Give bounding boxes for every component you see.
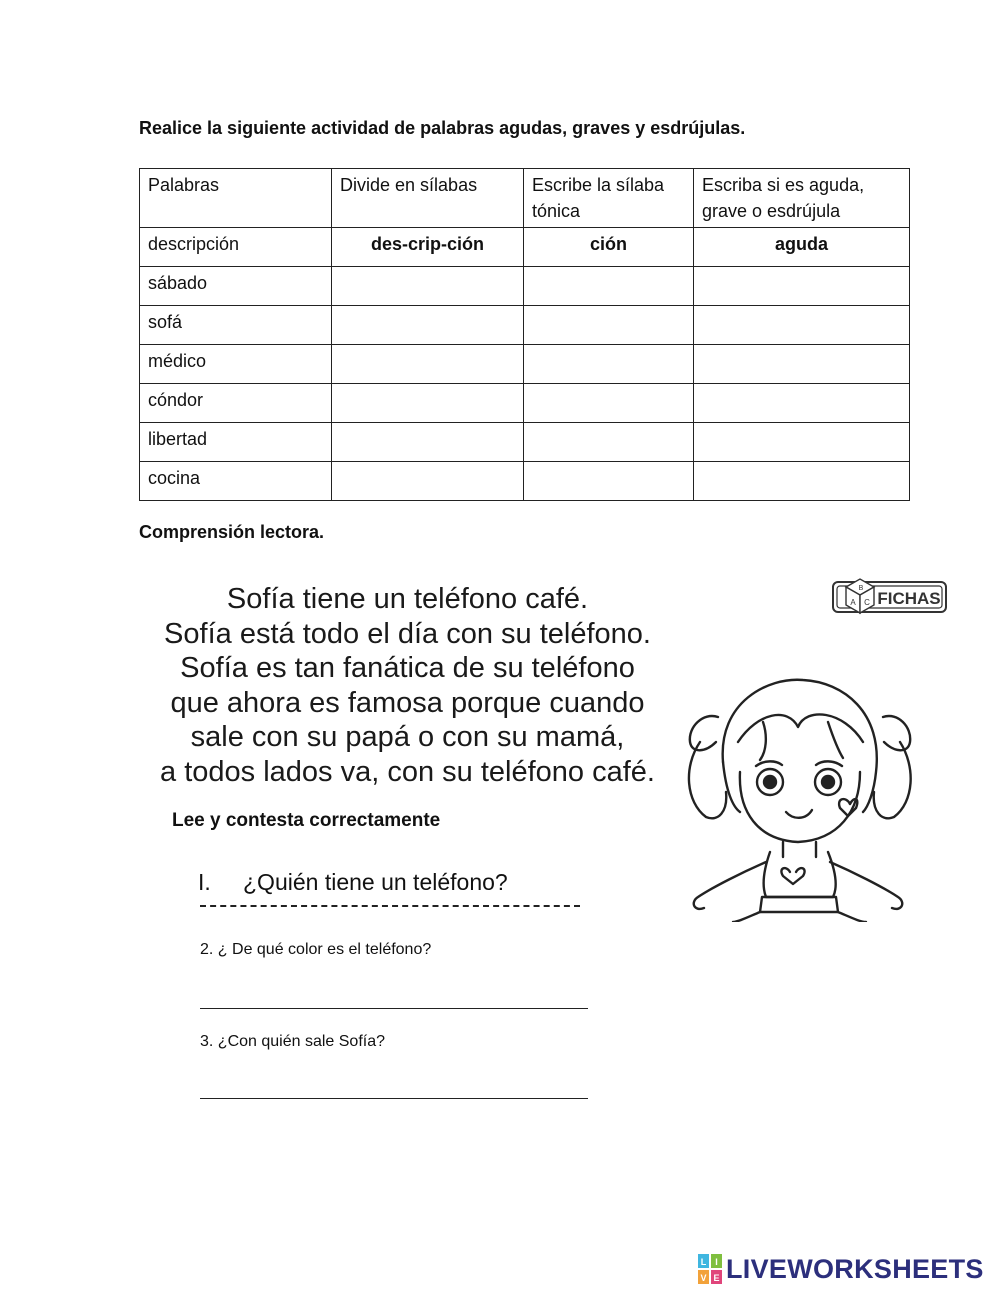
answer-line-1[interactable] (200, 905, 580, 907)
word-cell: médico (140, 345, 332, 384)
table-header-row (140, 169, 910, 228)
type-answer-cell[interactable] (694, 306, 910, 345)
table-row (140, 384, 910, 423)
question-2-text: 2. ¿ De qué color es el teléfono? (200, 941, 432, 958)
header-divide-syllables: Divide en sílabas (332, 169, 524, 228)
story-line: Sofía es tan fanática de su teléfono (180, 652, 635, 684)
question-1-text: ¿Quién tiene un teléfono? (243, 869, 508, 895)
header-word-type: Escriba si es aguda, grave o esdrújula (694, 169, 910, 228)
type-answer-cell[interactable] (694, 423, 910, 462)
liveworksheets-logo (696, 1252, 992, 1288)
instruction-heading: Realice la siguiente actividad de palabras agudas, graves y esdrújulas. (139, 118, 746, 138)
table-row (140, 306, 910, 345)
example-word: descripción (140, 228, 332, 267)
fichas-logo (832, 573, 947, 615)
table-row (140, 345, 910, 384)
cube-letter: C (864, 598, 870, 607)
example-tonic: ción (524, 228, 694, 267)
tonic-answer-cell[interactable] (524, 345, 694, 384)
icon-letter: L (700, 1257, 707, 1267)
syllables-answer-cell[interactable] (332, 345, 524, 384)
read-and-answer-instruction: Lee y contesta correctamente (172, 810, 441, 831)
question-3-text: 3. ¿Con quién sale Sofía? (200, 1033, 386, 1050)
answer-line-2[interactable] (200, 1008, 588, 1009)
tonic-answer-cell[interactable] (524, 306, 694, 345)
header-tonic-syllable: Escribe la sílaba tónica (524, 169, 694, 228)
story-line: sale con su papá o con su mamá, (190, 721, 625, 753)
syllables-answer-cell[interactable] (332, 423, 524, 462)
answer-line-3[interactable] (200, 1098, 588, 1099)
header-words: Palabras (140, 169, 332, 228)
tonic-answer-cell[interactable] (524, 267, 694, 306)
cube-letter: A (850, 598, 856, 607)
example-syllables: des-crip-ción (332, 228, 524, 267)
table-row (140, 423, 910, 462)
syllables-answer-cell[interactable] (332, 267, 524, 306)
type-answer-cell[interactable] (694, 267, 910, 306)
tonic-answer-cell[interactable] (524, 462, 694, 501)
word-cell: sábado (140, 267, 332, 306)
syllables-answer-cell[interactable] (332, 384, 524, 423)
syllables-answer-cell[interactable] (332, 306, 524, 345)
type-answer-cell[interactable] (694, 462, 910, 501)
word-cell: cóndor (140, 384, 332, 423)
story-text (140, 582, 675, 789)
story-line: a todos lados va, con su teléfono café. (160, 755, 655, 788)
tonic-answer-cell[interactable] (524, 384, 694, 423)
example-type: aguda (694, 228, 910, 267)
word-cell: sofá (140, 306, 332, 345)
table-row-example (140, 228, 910, 267)
word-cell: libertad (140, 423, 332, 462)
fichas-logo-text: FICHAS (877, 589, 941, 608)
cube-letter: B (858, 585, 864, 592)
girl-illustration (678, 672, 916, 922)
table-row (140, 462, 910, 501)
word-cell: cocina (140, 462, 332, 501)
story-line: que ahora es famosa porque cuando (170, 686, 645, 719)
type-answer-cell[interactable] (694, 345, 910, 384)
table-row (140, 267, 910, 306)
reading-comprehension-title: Comprensión lectora. (139, 522, 325, 542)
syllable-activity-table (139, 168, 910, 501)
liveworksheets-icon (696, 1252, 724, 1288)
story-line: Sofía está todo el día con su teléfono. (164, 617, 651, 650)
tonic-answer-cell[interactable] (524, 423, 694, 462)
icon-letter: E (713, 1273, 720, 1283)
liveworksheets-wordmark: LIVEWORKSHEETS (726, 1254, 984, 1284)
story-line: Sofía tiene un teléfono café. (226, 583, 589, 615)
type-answer-cell[interactable] (694, 384, 910, 423)
syllables-answer-cell[interactable] (332, 462, 524, 501)
icon-letter: V (700, 1273, 707, 1283)
icon-letter: I (715, 1257, 718, 1267)
question-1-number: I. (198, 869, 211, 895)
